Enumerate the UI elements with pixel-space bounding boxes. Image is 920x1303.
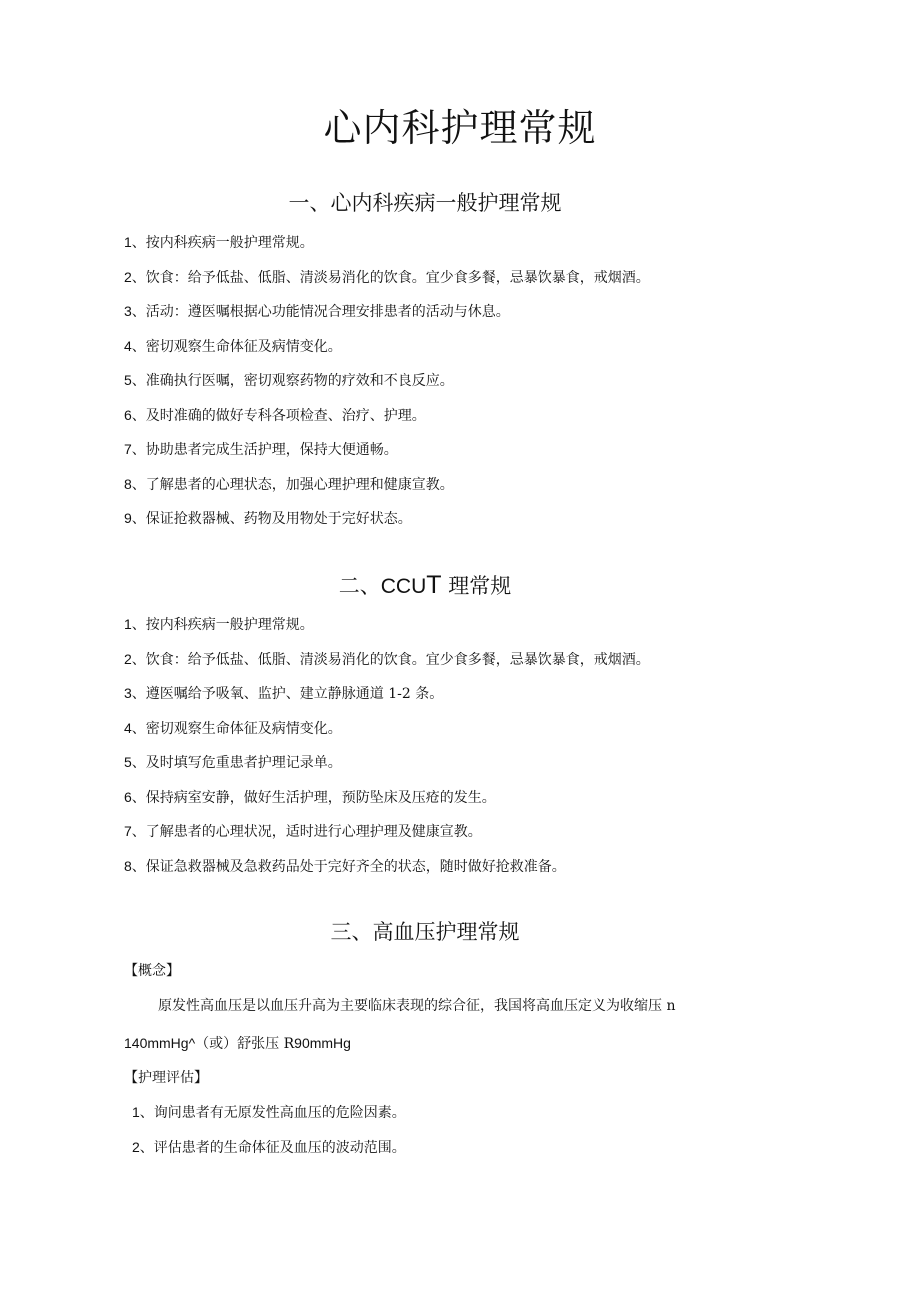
list-item-number: 1、 [124, 616, 146, 632]
list-item [124, 787, 496, 808]
list-item-text: 按内科疾病一般护理常规。 [145, 235, 314, 251]
list-item [132, 1102, 406, 1123]
section-heading-ccu-prefix: 二、 [338, 574, 381, 598]
list-item-text: 保持病室安静，做好生活护理，预防坠床及压疮的发生。 [145, 789, 496, 806]
list-item-text: 评估患者的生命体征及血压的波动范围。 [153, 1139, 406, 1156]
list-item-text: 及时准确的做好专科各项检查、治疗、护理。 [145, 407, 426, 424]
list-item [124, 649, 650, 670]
list-item-number: 4、 [124, 719, 146, 736]
list-item [124, 821, 482, 842]
list-item-number: 3、 [124, 685, 146, 701]
list-item-number: 2、 [124, 650, 146, 667]
list-item-text: 密切观察生命体征及病情变化。 [145, 720, 342, 737]
list-item-text: 活动：遵医嘱根据心功能情况合理安排患者的活动与休息。 [145, 304, 510, 320]
section-heading-ccu-suffix: 理常规 [441, 574, 512, 598]
list-item-number: 5、 [124, 372, 146, 388]
list-item-text: 及时填写危重患者护理记录单。 [145, 755, 342, 771]
list-item-number: 6、 [124, 406, 146, 423]
concept-label: 【概念】 [124, 963, 180, 979]
list-item [124, 301, 510, 322]
list-item [124, 508, 412, 529]
concept-paragraph-line1: 原发性高血压是以血压升高为主要临床表现的综合征，我国将高血压定义为收缩压 n [158, 998, 676, 1014]
list-item [124, 405, 426, 426]
concept-paragraph-line2 [124, 1033, 351, 1054]
list-item [124, 370, 454, 391]
list-item-text: 保证抢救器械、药物及用物处于完好状态。 [145, 511, 412, 527]
list-item [124, 232, 314, 253]
list-item-text: 了解患者的心理状况，适时进行心理护理及健康宣教。 [145, 824, 482, 840]
list-item [124, 267, 650, 288]
list-item-number: 9、 [124, 510, 146, 526]
list-item [124, 336, 342, 357]
list-item [124, 752, 342, 773]
list-item-number: 5、 [124, 754, 146, 770]
list-item [124, 856, 566, 877]
section-heading-ccu-latin: CCU [380, 575, 427, 598]
concept-systolic-value: 140mmHg^ [124, 1035, 196, 1051]
section-heading-general-care: 一、心内科疾病一般护理常规 [288, 191, 562, 215]
list-item-number: 8、 [124, 857, 146, 874]
list-item [124, 718, 342, 739]
concept-diastolic-value: 90mmHg [294, 1035, 351, 1051]
list-item-number: 8、 [124, 475, 146, 492]
list-item-number: 3、 [124, 303, 146, 319]
document-title: 心内科护理常规 [323, 106, 597, 150]
list-item-number: 4、 [124, 337, 146, 354]
concept-connector: （或）舒张压 R [195, 1036, 295, 1052]
list-item [124, 683, 443, 704]
list-item-text: 密切观察生命体征及病情变化。 [145, 338, 342, 355]
list-item-number: 1、 [132, 1104, 154, 1120]
list-item-number: 7、 [124, 441, 146, 457]
list-item-text: 了解患者的心理状态，加强心理护理和健康宣教。 [145, 476, 454, 493]
list-item-number: 1、 [124, 234, 146, 250]
section-heading-ccu-big: T [426, 571, 442, 599]
list-item-text: 协助患者完成生活护理，保持大便通畅。 [145, 442, 398, 458]
section-heading-ccu-care [0, 571, 850, 601]
assessment-label: 【护理评估】 [124, 1070, 208, 1086]
list-item [124, 614, 314, 635]
list-item [124, 474, 454, 495]
list-item-number: 6、 [124, 788, 146, 805]
list-item-number: 2、 [132, 1138, 154, 1155]
list-item-text: 饮食：给予低盐、低脂、清淡易消化的饮食。宜少食多餐，忌暴饮暴食，戒烟酒。 [145, 269, 650, 286]
section-heading-hypertension-care: 三、高血压护理常规 [330, 920, 520, 944]
list-item-number: 7、 [124, 823, 146, 839]
list-item-text: 询问患者有无原发性高血压的危险因素。 [153, 1105, 406, 1121]
list-item [132, 1137, 406, 1158]
list-item-number: 2、 [124, 268, 146, 285]
list-item-text: 饮食：给予低盐、低脂、清淡易消化的饮食。宜少食多餐，忌暴饮暴食，戒烟酒。 [145, 651, 650, 668]
list-item-text: 保证急救器械及急救药品处于完好齐全的状态，随时做好抢救准备。 [145, 858, 566, 875]
list-item [124, 439, 398, 460]
list-item-text: 准确执行医嘱，密切观察药物的疗效和不良反应。 [145, 373, 454, 389]
list-item-text: 按内科疾病一般护理常规。 [145, 617, 314, 633]
list-item-text: 遵医嘱给予吸氧、监护、建立静脉通道 1-2 条。 [145, 686, 444, 702]
